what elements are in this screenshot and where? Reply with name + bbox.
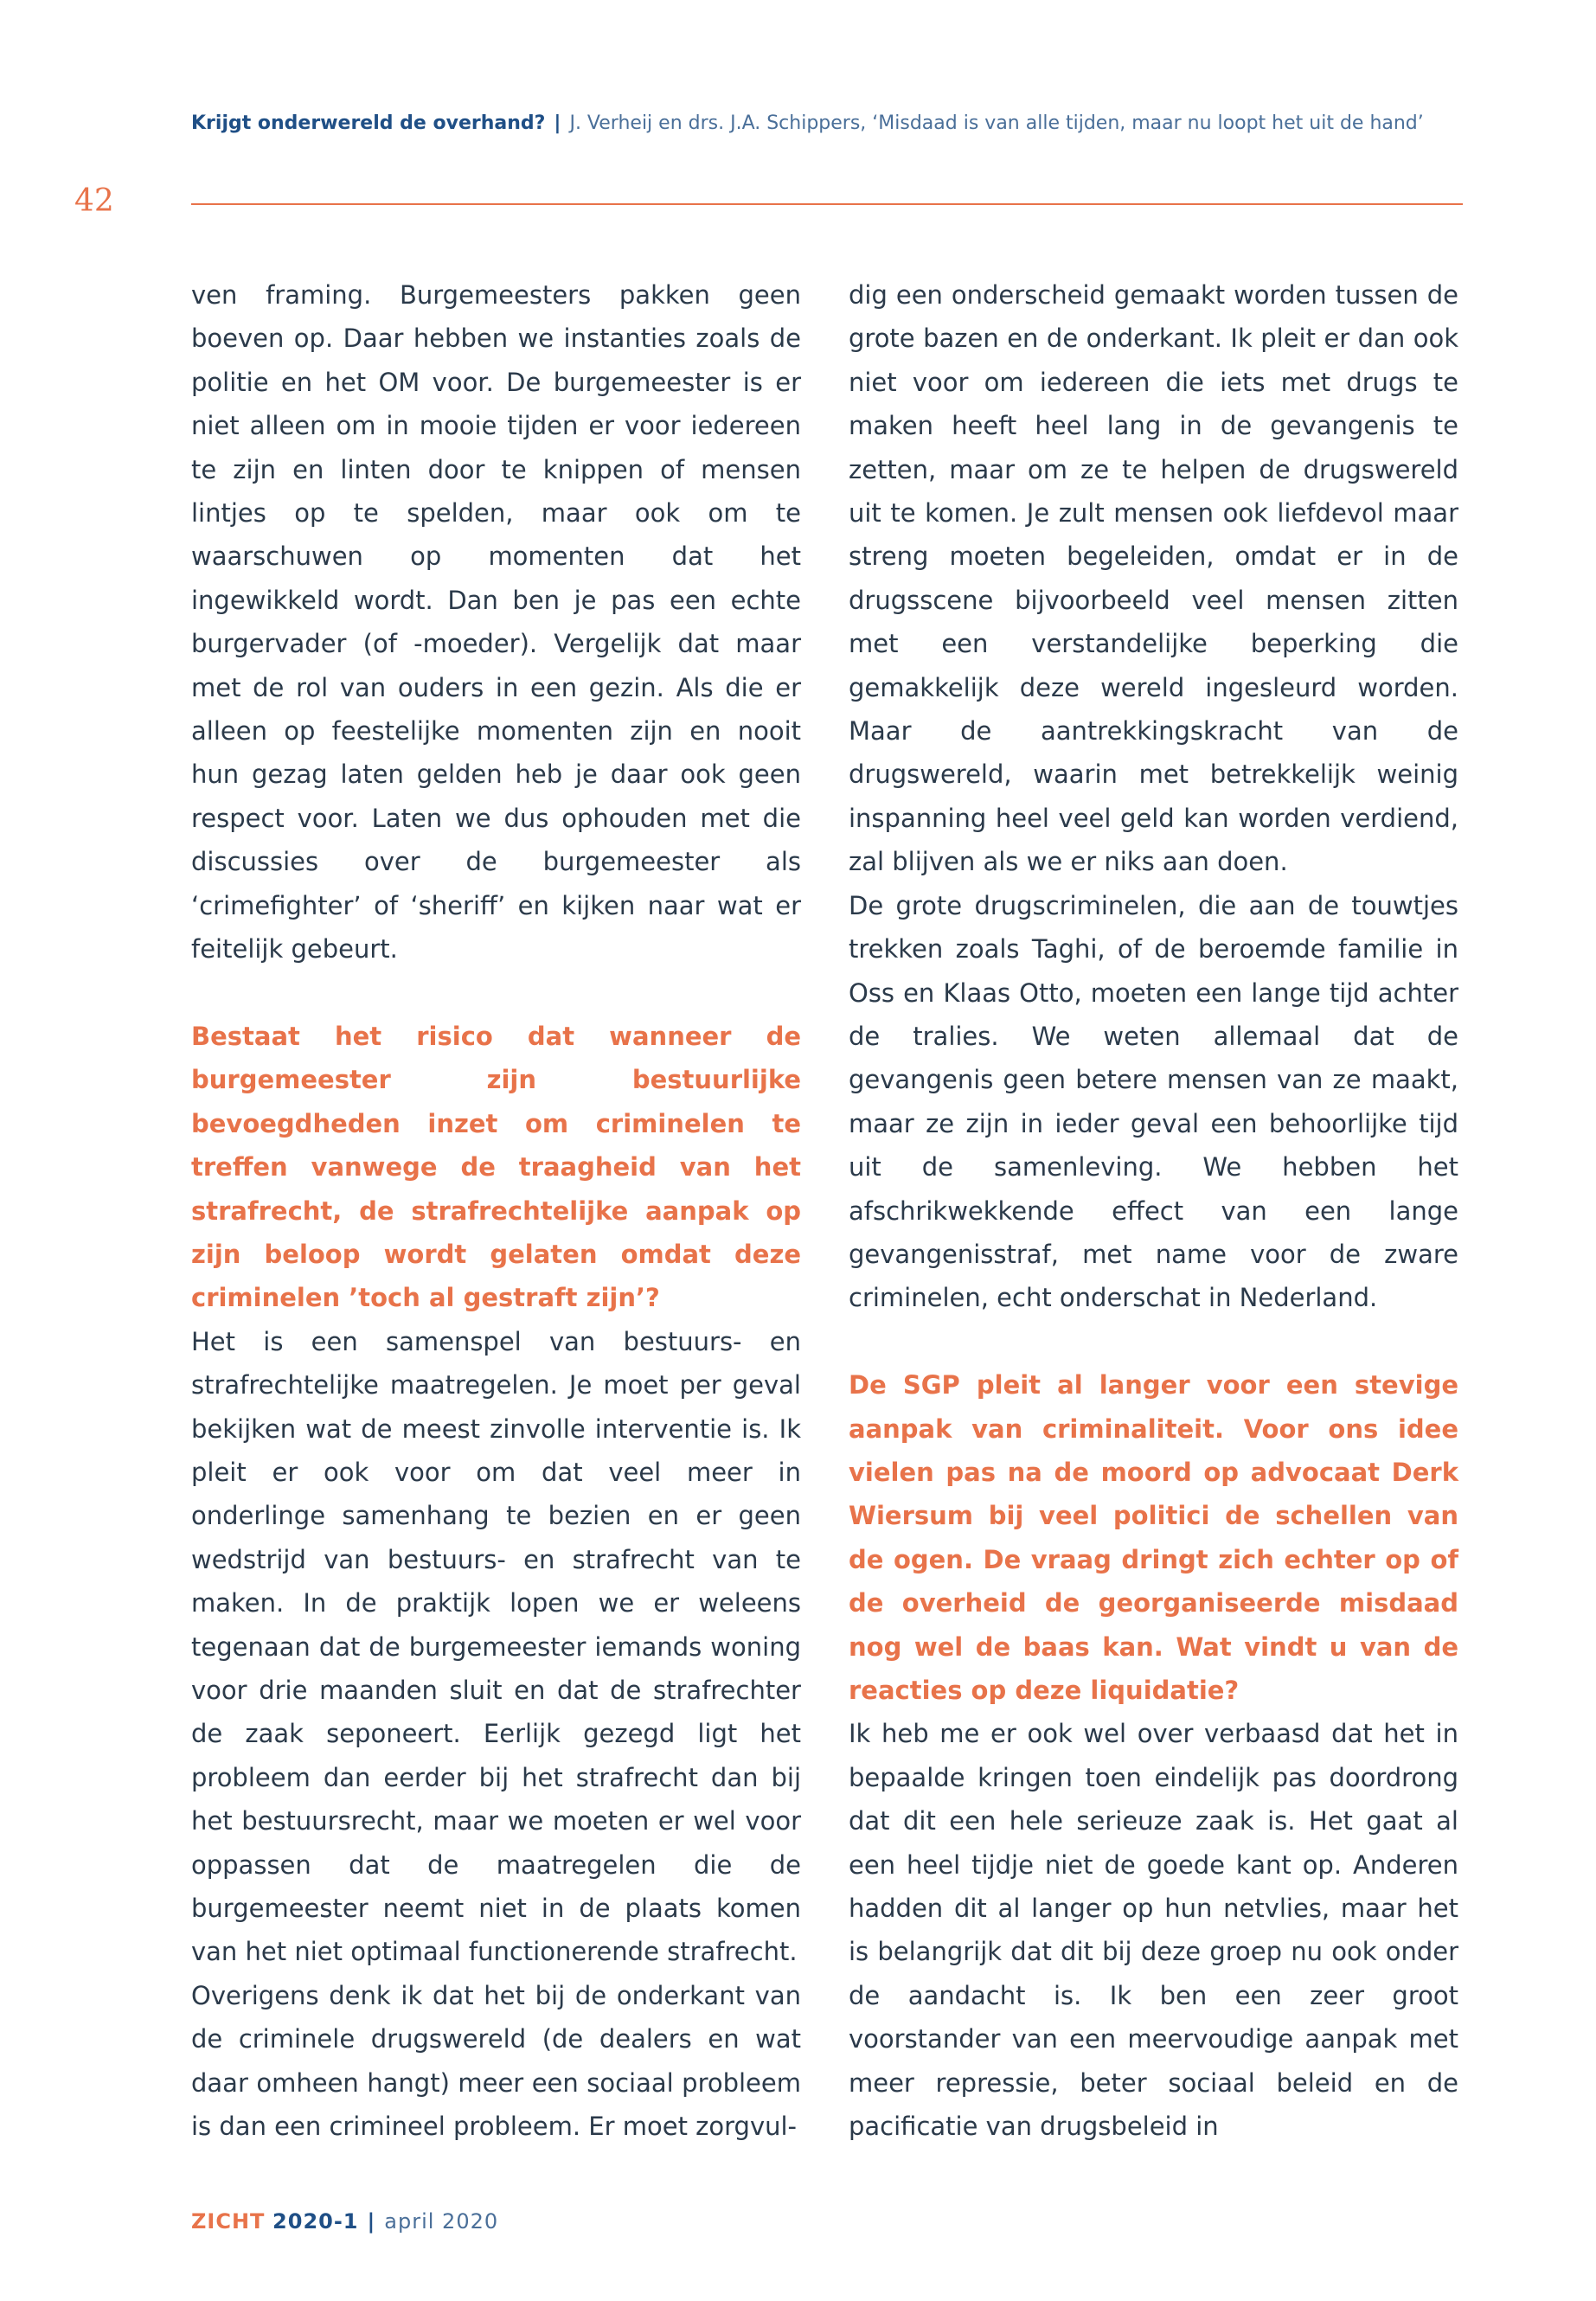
interview-question: De SGP pleit al langer voor een stevige aanpak van criminaliteit. Voor ons idee vielen pas na de moord op advocaat Derk Wiersum bij veel politici de schellen van de ogen. De vraag dringt zich echter op of de overheid de georganiseerde misdaad nog wel de baas kan. Wat vindt u van de reacties op deze liquidatie? [849,1370,1458,1705]
header-separator: | [554,112,561,134]
paragraph: Overigens denk ik dat het bij de onderkant van de criminele drugswereld (de dealers en wat daar omheen hangt) meer een sociaal probleem is dan een crimineel probleem. Er moet zorgvul- [191,1980,801,2142]
issue-date: april 2020 [384,2209,499,2234]
paragraph: Ik heb me er ook wel over verbaasd dat het in bepaalde kringen toen eindelijk pas doordrong dat dit een hele serieuze zaak is. Het gaat al een heel tijdje niet de goede kant op. Anderen hadden dit al langer op hun netvlies, maar het is belangrijk dat dit bij deze groep nu ook onder de aandacht is. Ik ben een zeer groot voorstander van een meervoudige aanpak met meer repressie, beter sociaal beleid en de pacificatie van drugsbeleid in [849,1719,1458,2142]
series-title: Krijgt onderwereld de overhand? [191,112,546,134]
paragraph: De grote drugscriminelen, die aan de touwtjes trekken zoals Taghi, of de beroemde familie in Oss en Klaas Otto, moeten een lange tijd achter de tralies. We weten allemaal dat de gevangenis geen betere mensen van ze maakt, maar ze zijn in ieder geval een behoorlijke tijd uit de samenleving. We hebben het afschrikwekkende effect van een lange gevangenisstraf, met name voor de zware criminelen, echt onderschat in Nederland. [849,890,1458,1313]
paragraph: Het is een samenspel van bestuurs- en strafrechtelijke maatregelen. Je moet per geval bekijken wat de meest zinvolle interventie is. Ik pleit er ook voor om dat veel meer in onderlinge samenhang te bezien en er geen wedstrijd van bestuurs- en strafrecht van te maken. In de praktijk lopen we er weleens tegenaan dat de burgemeester iemands woning voor drie maanden sluit en dat de strafrechter de zaak seponeert. Eerlijk gezegd ligt het probleem dan eerder bij het strafrecht dan bij het bestuursrecht, maar we moeten er wel voor oppassen dat de maatregelen die de burgemeester neemt niet in de plaats komen van het niet optimaal functionerende strafrecht. [191,1326,801,1967]
paragraph-gap [849,1320,1458,1363]
issue-number: 2020-1 [272,2209,359,2234]
paragraph-gap [191,971,801,1015]
paragraph: dig een onderscheid gemaakt worden tussen de grote bazen en de onderkant. Ik pleit er dan ook niet voor om iedereen die iets met drugs te maken heeft heel lang in de gevangenis te zetten, maar om ze te helpen de drugswereld uit te komen. Je zult mensen ook liefdevol maar streng moeten begeleiden, omdat er in de drugsscene bijvoorbeeld veel mensen zitten met een verstandelijke beperking die gemakkelijk deze wereld ingesleurd worden. Maar de aantrekkingskracht van de drugswereld, waarin met betrekkelijk weinig inspanning heel veel geld kan worden verdiend, zal blijven als we er niks aan doen. [849,280,1458,877]
interview-question: Bestaat het risico dat wanneer de burgemeester zijn bestuurlijke bevoegdheden inzet om criminelen te treffen vanwege de traagheid van het strafrecht, de strafrechtelijke aanpak op zijn beloop wordt gelaten omdat deze criminelen ’toch al gestraft zijn’? [191,1021,801,1313]
header-rule [191,203,1463,205]
running-header [191,112,1463,134]
page-number: 42 [74,183,114,219]
page-footer [191,2209,498,2234]
left-column [191,273,801,2148]
footer-separator: | [367,2209,376,2234]
magazine-brand: ZICHT [191,2209,266,2234]
article-title: J. Verheij en drs. J.A. Schippers, ‘Misdaad is van alle tijden, maar nu loopt het uit de hand’ [569,112,1424,134]
paragraph: ven framing. Burgemeesters pakken geen boeven op. Daar hebben we instanties zoals de politie en het OM voor. De burgemeester is er niet alleen om in mooie tijden er voor iedereen te zijn en linten door te knippen of mensen lintjes op te spelden, maar ook om te waarschuwen op momenten dat het ingewikkeld wordt. Dan ben je pas een echte burgervader (of -moeder). Vergelijk dat maar met de rol van ouders in een gezin. Als die er alleen op feestelijke momenten zijn en nooit hun gezag laten gelden heb je daar ook geen respect voor. Laten we dus ophouden met die discussies over de burgemeester als ‘crimefighter’ of ‘sheriff’ en kijken naar wat er feitelijk gebeurt. [191,280,801,965]
right-column [849,273,1458,2148]
